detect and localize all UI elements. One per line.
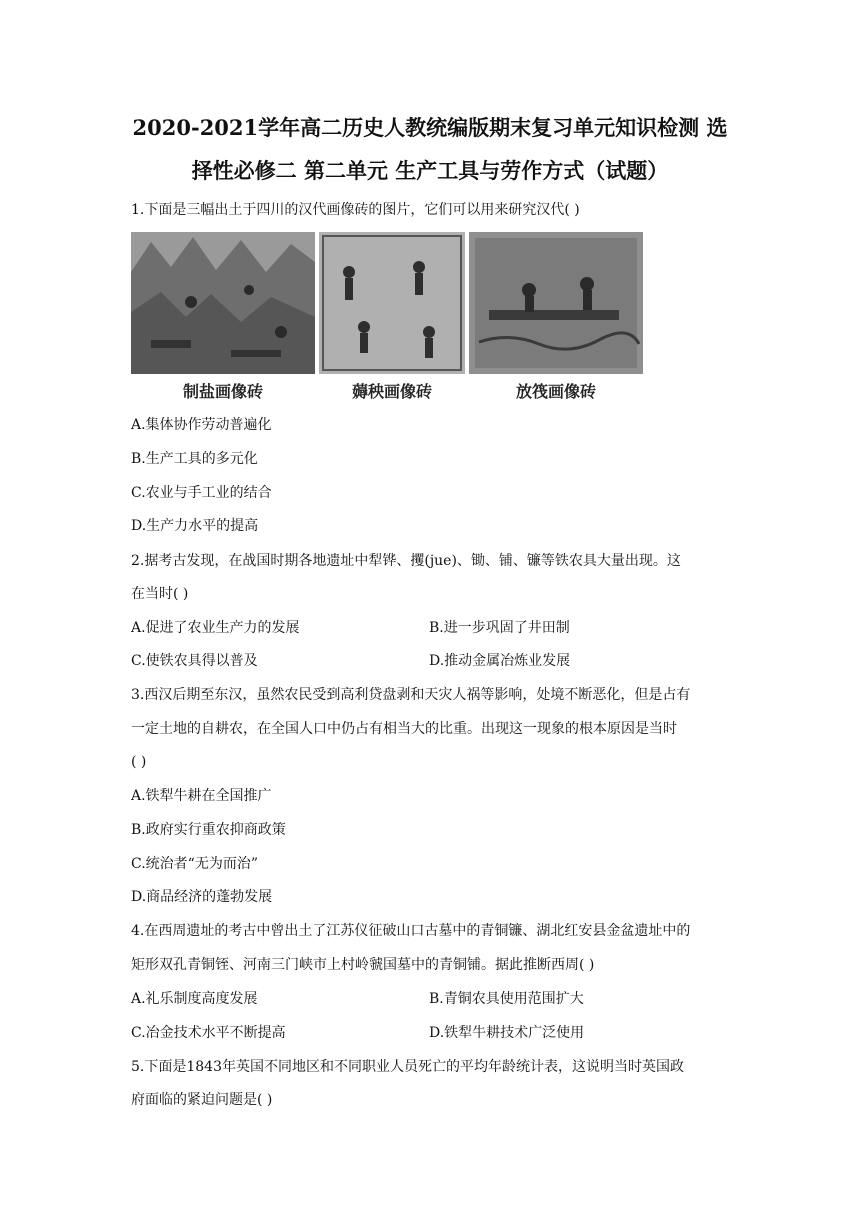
q4-option-a: A.礼乐制度高度发展 <box>131 991 258 1007</box>
q3-option-d: D.商品经济的蓬勃发展 <box>131 889 273 905</box>
q2-option-c: C.使铁农具得以普及 <box>131 653 258 669</box>
rafting-brick-picture <box>469 232 643 374</box>
q3-stem-line-3: ( ) <box>131 754 147 770</box>
salt-making-brick-image <box>131 232 315 404</box>
q3-stem-line-2: 一定土地的自耕农，在全国人口中仍占有相当大的比重。出现这一现象的根本原因是当时 <box>131 721 677 737</box>
q2-stem-line-1: 2.据考古发现，在战国时期各地遗址中犁铧、攫(jue)、锄、铺、镰等铁农具大量出现。这 <box>131 553 681 569</box>
q2-option-b: B.进一步巩固了井田制 <box>429 620 570 636</box>
q4-option-c: C.冶金技术水平不断提高 <box>131 1025 286 1041</box>
q5-stem-line-2: 府面临的紧迫问题是( ) <box>131 1092 273 1108</box>
q4-option-d: D.铁犁牛耕技术广泛使用 <box>429 1025 585 1041</box>
q5-stem-line-1: 5.下面是1843年英国不同地区和不同职业人员死亡的平均年龄统计表，这说明当时英国政 <box>131 1059 684 1075</box>
q2-option-a: A.促进了农业生产力的发展 <box>131 620 300 636</box>
rafting-brick-image <box>469 232 643 404</box>
q2-stem-line-2: 在当时( ) <box>131 586 189 602</box>
weeding-brick-image <box>319 232 465 404</box>
q4-stem-line-2: 矩形双孔青铜铚、河南三门峡市上村岭虢国墓中的青铜铺。据此推断西周( ) <box>131 957 595 973</box>
q3-option-b: B.政府实行重农抑商政策 <box>131 822 286 838</box>
q3-stem-line-1: 3.西汉后期至东汉，虽然农民受到高利贷盘剥和天灾人祸等影响，处境不断恶化，但是占有 <box>131 687 691 703</box>
q1-option-a: A.集体协作劳动普遍化 <box>131 417 272 433</box>
document-title-line-1: 2020-2021学年高二历史人教统编版期末复习单元知识检测 选 <box>132 115 728 140</box>
q4-stem-line-1: 4.在西周遗址的考古中曾出土了江苏仪征破山口古墓中的青铜镰、湖北红安县金盆遗址中的 <box>131 923 691 939</box>
q1-stem: 1.下面是三幅出土于四川的汉代画像砖的图片，它们可以用来研究汉代( ) <box>131 202 580 218</box>
q1-option-b: B.生产工具的多元化 <box>131 451 258 467</box>
q2-option-d: D.推动金属冶炼业发展 <box>429 653 571 669</box>
q1-option-d: D.生产力水平的提高 <box>131 518 259 534</box>
salt-making-brick-picture <box>131 232 315 374</box>
q3-option-c: C.统治者“无为而治” <box>131 856 258 872</box>
q1-option-c: C.农业与手工业的结合 <box>131 485 272 501</box>
rafting-brick-caption: 放筏画像砖 <box>515 382 596 401</box>
weeding-brick-picture <box>319 232 465 374</box>
weeding-brick-caption: 薅秧画像砖 <box>351 382 432 401</box>
salt-making-brick-caption: 制盐画像砖 <box>182 382 263 401</box>
q3-option-a: A.铁犁牛耕在全国推广 <box>131 788 272 804</box>
q4-option-b: B.青铜农具使用范围扩大 <box>429 991 584 1007</box>
q1-image-strip <box>131 232 643 404</box>
document-title-line-2: 择性必修二 第二单元 生产工具与劳作方式（试题） <box>191 158 669 183</box>
